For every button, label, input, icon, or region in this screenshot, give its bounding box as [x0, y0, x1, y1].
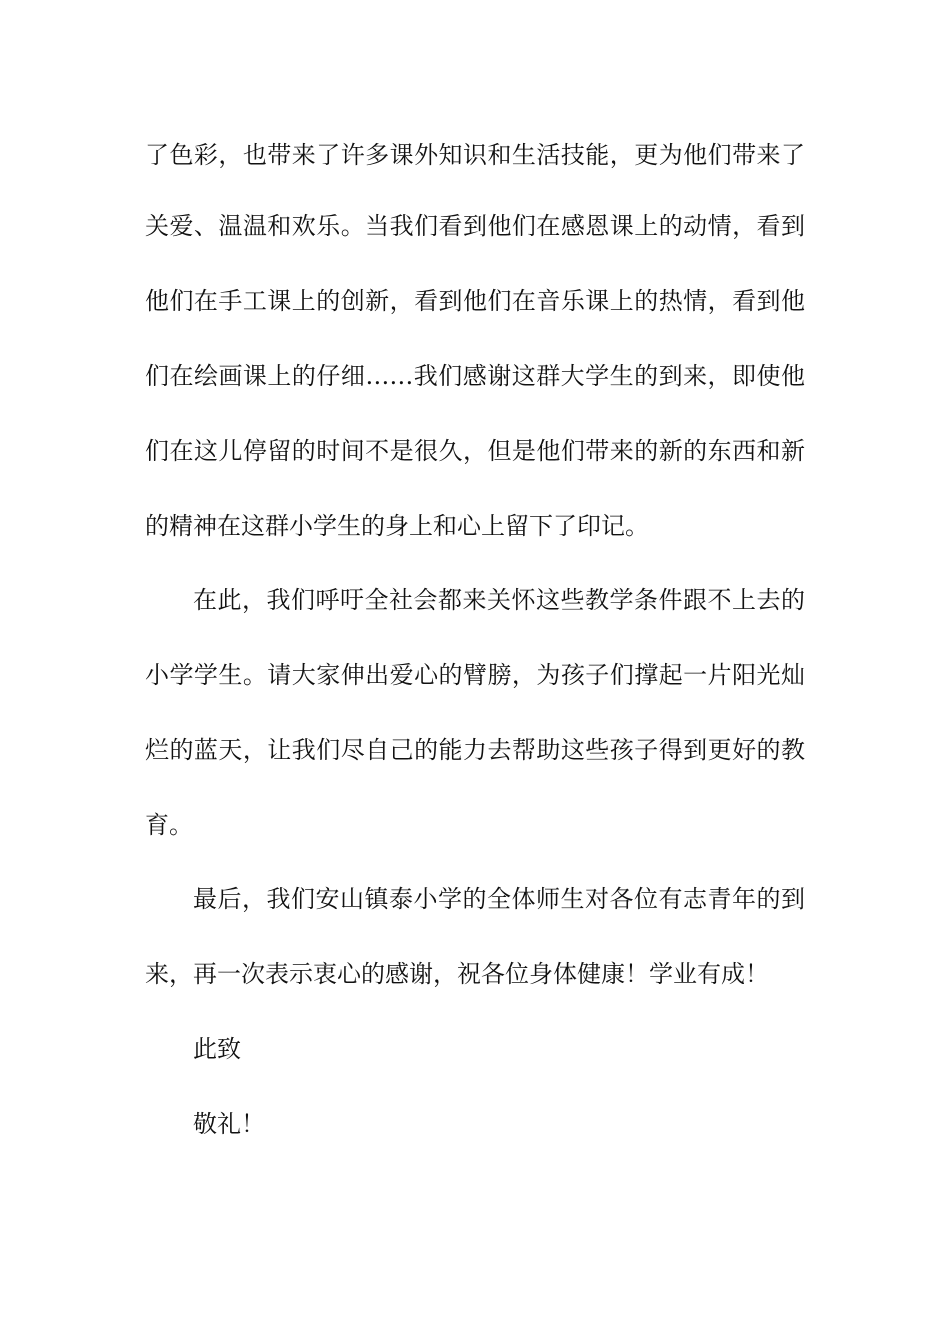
closing-regards: 敬礼！: [193, 1110, 265, 1138]
paragraph-2-line-1: 在此，我们呼吁全社会都来关怀这些教学条件跟不上去的: [193, 586, 805, 614]
paragraph-2-line-4: 育。: [145, 811, 193, 839]
paragraph-3-line-2: 来，再一次表示衷心的感谢，祝各位身体健康！学业有成！: [145, 960, 769, 988]
paragraph-2-line-2: 小学学生。请大家伸出爱心的臂膀，为孩子们撑起一片阳光灿: [145, 661, 805, 689]
paragraph-2-line-3: 烂的蓝天，让我们尽自己的能力去帮助这些孩子得到更好的教: [145, 736, 805, 764]
paragraph-3-line-1: 最后，我们安山镇泰小学的全体师生对各位有志青年的到: [193, 885, 805, 913]
paragraph-1-line-6: 的精神在这群小学生的身上和心上留下了印记。: [145, 512, 649, 540]
paragraph-1-line-4: 们在绘画课上的仔细……我们感谢这群大学生的到来，即使他: [145, 362, 805, 390]
paragraph-1-line-3: 他们在手工课上的创新，看到他们在音乐课上的热情，看到他: [145, 287, 805, 315]
paragraph-1-line-2: 关爱、温温和欢乐。当我们看到他们在感恩课上的动情，看到: [145, 212, 805, 240]
closing-salutation: 此致: [193, 1035, 241, 1063]
paragraph-1-line-1: 了色彩，也带来了许多课外知识和生活技能，更为他们带来了: [145, 141, 805, 169]
paragraph-1-line-5: 们在这儿停留的时间不是很久，但是他们带来的新的东西和新: [145, 437, 805, 465]
